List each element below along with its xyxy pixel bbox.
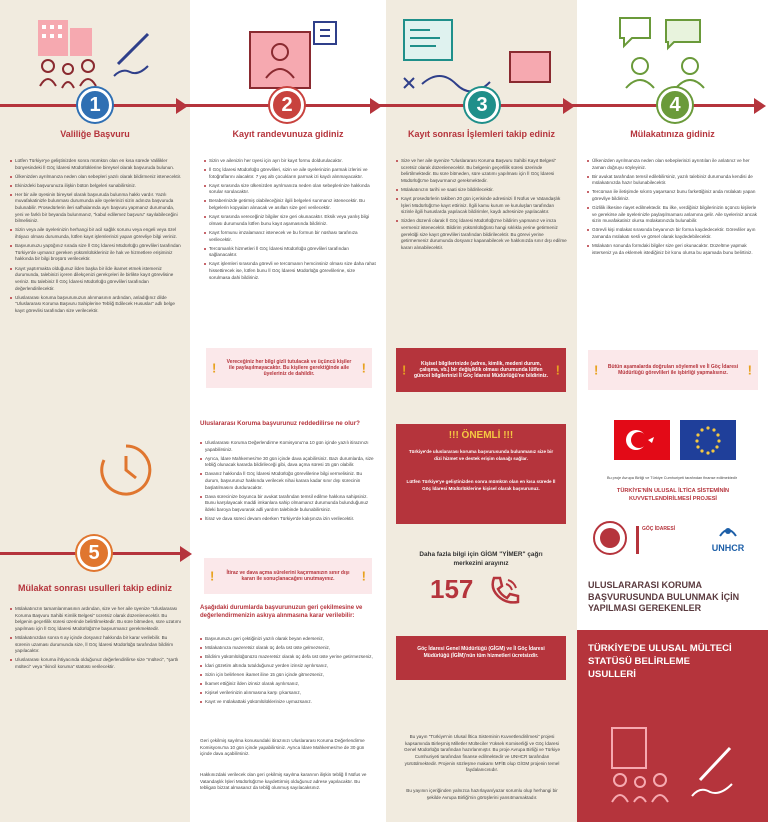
step-4-list	[587, 158, 759, 259]
step-3-title: Kayıt sonrası İşlemleri takip ediniz	[407, 129, 556, 139]
rejection-heading: Uluslararası Koruma başvurunuz reddedilirse ne olur?	[200, 420, 360, 427]
list-item: Mülakatın sonunda formdaki bilgiler size geri okunacaktır. Düzeltme yapmak isterseniz ya da eklemek istediğiniz bir konu olursa bu aşamada bunu belirtiniz.	[587, 243, 759, 256]
hotline-number[interactable]: 157	[430, 574, 474, 604]
interview-chat-icon	[610, 10, 740, 90]
important-text-2: Lütfen Türkiye'ye geliştiniz​den sonra mümkün olan en kısa sürede İl Göç İdaresi Müdürlüklerine kişisel olarak başvurunuz.	[406, 479, 556, 491]
exclamation-icon: !	[747, 362, 752, 378]
withdrawal-notice-note: Hakkınızdaki verilecek olan geri çekilmiş sayılma kararının ilişkin tebliğ İl Nüfus ve Vatandaşlık İşleri Müdürlüğü'ne kaydettirmiş olduğunuz adrese yapılacaktır. Bu tebligatı bizzat almasanız da tebliğ olunmuş sayılacaksınız.	[200, 772, 367, 791]
list-item: Kişisel verilerinizin alınmasına karşı çıkarsanız,	[200, 690, 376, 697]
cfcu-logo-icon	[592, 520, 628, 556]
list-item: Sizin için belirlenen ikamet iline 15 gün içinde gitmezseniz,	[200, 672, 376, 679]
project-text: Bu yayın "Türkiye'nin Ulusal İltica Sisteminin Kuvvetlendirilmesi" projesi kapsamında Birleşmiş Milletler Mülteciler Yüksek Komiserliği ve Göç İdaresi Genel Müdürlüğü tarafından hazırlanmıştır. Bu proje Avrupa Birliği ve Türkiye Cumhuriyeti tarafından finanse edilmektedir ve UNHCR tarafından yürütülmektedir. Projenin sözleşme makamı MFİB olup GİGM projenin temel faydalanıcısıdır.	[403, 734, 561, 773]
step-1-number: 1	[78, 88, 112, 122]
step-1-title: Valiliğe Başvuru	[60, 129, 130, 139]
project-title: TÜRKİYE'NİN ULUSAL İLTİCA SİSTEMİNİN KUVVETLENDİRİLMESİ PROJESİ	[616, 488, 730, 502]
timeline-arrow-4	[754, 98, 766, 114]
gigm-logo: GÖÇ İDARESİ	[636, 526, 680, 554]
exclamation-icon: !	[361, 360, 366, 376]
list-item: Bildirim yükümlülüğünüzü mazeretsiz olarak üç defa üst üste yerine getirmezseniz,	[200, 654, 376, 661]
timeline-arrow-5	[180, 546, 192, 562]
timeline-arrow-2	[370, 98, 382, 114]
cover-heading: ULUSLARARASI KORUMA BAŞVURUSUNDA BULUNMAK İÇİN YAPILMASI GEREKENLER	[588, 580, 740, 614]
withdrawal-heading: Aşağıdaki durumlarda başvurunuzun geri çekilmesine ve değerlendirmenizin askıya alınmasına karar verilebilir:	[200, 605, 363, 620]
step-4-title: Mülakatınıza gidiniz	[630, 129, 715, 139]
list-item: Her bir aile üyesinin bireysel olarak başvuruda bulunma hakkı vardır. Yazılı muvafakatinizle bulunması durumunda aile üyelerinizi sizin adınıza başvuruda bulunabilir. Prosedürlerin ileri safhalarında ayrı başvuru yapmanız durumunda, yeni ve farklı bir beyanda bulunmanız, "kabul edilemez başvuru" sayılabileceğini bilmelisiniz.	[10, 192, 182, 225]
exclamation-icon: !	[361, 568, 366, 584]
document-sign-icon	[400, 12, 560, 92]
free-services-text: Göç İdaresi Genel Müdürlüğü (GİGM) ve İl Göç İdaresi Müdürlüğü (İGİM)'nün tüm hizmetleri ücretsizdir.	[417, 646, 545, 660]
deadline-warning: ! İtiraz ve dava açma sürelerini kaçırmanızın sınır dışı kararı ile sonuçlanacağını unutmayınız. !	[204, 558, 372, 594]
list-item: Dava sürecinize boyunca bir avukat tarafından temsil edilme hakkına sahipsiniz. Bunu karşılayacak maddi imkanlara sahip olmamanız durumunda bulunduğunuz ildeki baroya başvurarak adli yardım talebinde bulunabilirsiniz.	[200, 494, 376, 514]
confidentiality-warning: ! Vereceğiniz her bilgi gizli tutulacak ve üçüncü kişiler ile paylaşılmayacaktır. Bu kişilere gerektiğinde aile üyeleriniz de dahildir. !	[206, 348, 372, 388]
cover-family-icon	[600, 720, 750, 810]
turkey-flag-icon	[614, 420, 670, 460]
list-item: Mülakatınızın tarihi ve saati size bildirilecektir.	[396, 187, 568, 194]
step-1-list	[10, 158, 182, 317]
list-item: Görevli kişi mülakat sırasında beyanınızı bir forma kaydedecektir. Görevliler ayın zamanda mülakatı sesli ve görsel olarak kaydedebilecektir.	[587, 227, 759, 240]
list-item: Lütfen Türkiye'ye geliştiniz​den sonra mümkün olan en kısa sürede Valilikler bünyesindeki İl Göç İdaresi Müdürlüklerine bireysel olarak başvuruda bulunun.	[10, 158, 182, 171]
list-item: Uluslararası koruma ihtiyacında olduğunuz değerlendirilirse size "mülteci", "şartlı mülteci" veya "ikincil koruma" statüsü verilecektir.	[10, 657, 182, 670]
list-item: Ülkenizden ayrılmanıza neden olan sebepleri yazılı olarak bildirmeniz istenecektir.	[10, 174, 182, 181]
list-item: Size ve her aile üyenize "Uluslararası Koruma Başvuru Sahibi Kayıt Belgesi" ücretsiz olarak düzenlenecektir. Bu belgenin geçerlilik süresi üzerinde belirtilmektedir. Bu süre bitmeden, süre uzatımı yapılması için İl Göç İdaresi Müdürlüğü'ne başvurmanız gerekmektedir.	[396, 158, 568, 185]
step-5-list	[10, 606, 182, 673]
list-item: Sizin veya aile üyelerinizin herhangi bir acil sağlık sorunu veya engeli veya özel ihtiyacı olması durumunda, lütfen kayıt işlemlerinizi yapan görevliye bilgi veriniz.	[10, 227, 182, 240]
id-card-icon	[226, 12, 356, 92]
list-item: Gizlilik ilkesine riayet edilmektedir. Bu ilke, verdiğiniz bilgilerinizin üçüncü kişilerle ve gerekirse aile üyelerinizle paylaşılmaması anlamına gelir. Aile üyeleriniz ancak sizin muvafakatiniz olursa mülakatınızda bulunabilir.	[587, 205, 759, 225]
list-item: Kayıt prosedürlerin takiben 20 gün içerisinde adresinizi İl Nüfus ve Vatandaşlık İşleri Müdürlüğü'ne kayıt ettiriniz. İlgili kamu kurum ve kuruluşları tarafından sizinle ilgili hususlarda yapılacak bildirimler, kaydı adresinize yapılacaktır.	[396, 196, 568, 216]
exclamation-icon: !	[594, 362, 599, 378]
unhcr-logo: UNHCR	[700, 522, 756, 554]
list-item: Bir avukat tarafından temsil edilebilirsiniz, yazılı talebiniz durumunda kendisi de mülakatınızda hazır bulunabilecektir.	[587, 174, 759, 187]
step-3-list	[396, 158, 568, 254]
list-item: Kayıt sırasında vereceğiniz bilgiler size geri okunacaktır. Eksik veya yanlış bilgi olması durumunda lütfen bunu kayıt aşamasında bildiriniz.	[204, 214, 376, 227]
list-item: Mülakatınıza mazeretsiz olarak üç defa üst üste gelmezseniz,	[200, 645, 376, 652]
list-item: İl Göç İdaresi Müdürlüğü görevlileri, sizin ve aile üyelerinizin parmak izlerini ve fotoğraflarını alacaktır. 7 yaş altı çocukların parmak izi kaydı alınmayacaktır.	[204, 167, 376, 180]
update-info-warning: ! Kişisel bilgilerinizde (adres, kimlik, medeni durum, çalışma, vb.) bir değişiklik olması durumunda lütfen güncel bilgilerinizi İl Göç İdaresi Müdürlüğü'ne bildiriniz. !	[396, 348, 566, 392]
exclamation-icon: !	[210, 568, 215, 584]
eu-flag-icon	[680, 420, 736, 460]
phone-icon	[486, 574, 522, 606]
step-2-list	[204, 158, 376, 284]
cover-title: TÜRKİYE'DE ULUSAL MÜLTECİ STATÜSÜ BELİRLEME USULLERİ	[588, 643, 732, 680]
list-item: İkamet ettiğiniz ilden izinsiz olarak ayrılırsanız,	[200, 681, 376, 688]
list-item: Kayıt işlemleri sırasında görevli ve tercümanın hemcinsiniz olması size daha rahat hissettirecek ise, lütfen bunu İl Göç İdaresi Müdürlüğü görevlilerine, size sorulmasa dahi bildiriniz.	[204, 261, 376, 281]
step-5-number: 5	[77, 536, 111, 570]
step-3-number: 3	[465, 88, 499, 122]
list-item: Mülakatınızın tamamlanmasının ardından, size ve her aile üyenize "Uluslararası Koruma Başvuru Sahibi Kimlik Belgesi" ücretsiz olarak düzenlenecektir. Bu belgenin geçerlilik süresi üzerinde belirtilmektedir. Bu süre bitmeden, süre uzatımı yapılması için İl Göç İdaresi Müdürlüğü'ne başvurmanız gerekmektedir.	[10, 606, 182, 633]
exclamation-icon: !	[402, 362, 407, 378]
list-item: İdari gözetim altında tutulduğunuz yerden izinsiz ayrılırsanız,	[200, 663, 376, 670]
unhcr-emblem-icon	[716, 522, 740, 538]
truthfulness-warning: ! Bütün aşamalarda doğruları söylemeli ve İl Göç İdaresi Müdürlüğü görevlileri ile işbirliği yapmalısınız. !	[588, 350, 758, 390]
exclamation-icon: !	[555, 362, 560, 378]
hotline-text: Daha fazla bilgi için GİGM "YİMER" çağrı merkezini arayınız	[419, 551, 543, 568]
list-item: Tercümanlık hizmetleri İl Göç İdaresi Müdürlüğü görevlileri tarafından sağlanacaktır.	[204, 246, 376, 259]
list-item: Kayıt yaptırmakta olduğunuz ilden başka bir ilde ikamet etmek istemeniz durumunda, talebinizi içeren dilekçenizi gerekçeleri ile birlikte kayıt görevlisine veriniz. Bu talebiniz İl Göç İdaresi Müdürlüğü görevlileri tarafından değerlendirilecektir.	[10, 266, 182, 293]
list-item: Sizden düzenli olarak İl Göç İdaresi Müdürlüğü'ne bildirim yapmanız ve imza vermeniz istenecektir. Bildirim yükümlülüğünü hangi sıklıkla yerine getirmeniz gerektiği size kayıt görevlileri tarafından bildirilecektir. Bu görevi yerine getirmemeniz durumunda dosyanız kapanabilecek ve hakkınızda sınır dışı edilme kararı alınabilecektir.	[396, 218, 568, 251]
exclamation-icon: !	[212, 360, 217, 376]
funding-caption: Bu proje Avrupa Birliği ve Türkiye Cumhuriyeti tarafından finanse edilmektedir	[606, 476, 738, 480]
list-item: Sizin ve ailenizin her üyesi için ayrı bir kayıt formu doldurulacaktır.	[204, 158, 376, 165]
family-building-icon	[18, 14, 168, 94]
step-2-number: 2	[270, 88, 304, 122]
list-item: Tercüman ile iletişimde sıkıntı yaşarsanız bunu farkettiğiniz anda mülakatı yapan görevliye bildiriniz.	[587, 189, 759, 202]
list-item: Uluslararası Koruma Değerlendirme Komisyonu'na 10 gün içinde yazılı itirazınızı yapabilirsiniz.	[200, 440, 376, 453]
list-item: Davanız hakkında İl Göç İdaresi Müdürlüğü görevlilerine bilgi vermelisiniz. Bu durum, başvurunuz hakkında verilecek nihai karara kadar sınır dışı sürecinin başlatılmasını durduracaktır.	[200, 471, 376, 491]
list-item: Uluslararası koruma başvurunuzun alınmasının ardından, anladığınız dilde "Uluslararası Koruma Başvuru Sahiplerine Tebliğ Edilecek Hususlar" adlı belge kayıt görevlisi tarafından size verilecektir.	[10, 295, 182, 315]
list-item: Kayıt ve mülakattaki yükümlülüklerinize uymazsanız.	[200, 699, 376, 706]
withdrawal-appeal-note: Geri çekilmiş sayılma konusundaki itirazınızı Uluslararası Koruma Değerlendirme Komisyonu'na 10 gün içinde yapabilirsiniz. Ayrıca İdare Mahkemesi'ne de 30 gün içinde dava açabilirsiniz.	[200, 738, 365, 757]
list-item: Başvurunuzu geri çektiğinizi yazılı olarak beyan ederseniz,	[200, 636, 376, 643]
list-item: Kayıt sırasında size ülkenizden ayrılmanıza neden olan sebeplerinize hakkında sorular sorulacaktır.	[204, 183, 376, 196]
step-4-number: 4	[658, 88, 692, 122]
disclaimer-text: Bu yayının içeriğinden yalnızca hazırlayan/yazar sorumlu olup herhangi bir şekilde Avrupa Birliği'nin görüşlerini yansıtmamaktadır.	[406, 788, 558, 800]
important-text-1: Türkiye'de uluslararası koruma başvurusunda bulunmanız size bir dizi hizmet ve destek erişim olanağı sağlar.	[408, 449, 554, 461]
list-item: İtiraz ve dava süreci devam ederken Türkiye'de kalışınıza izin verilecektir.	[200, 516, 376, 523]
step-5-title: Mülakat sonrası usulleri takip ediniz	[17, 583, 173, 593]
important-title: !!! ÖNEMLİ !!!	[448, 430, 514, 441]
timeline-arrow-3	[563, 98, 575, 114]
list-item: Ülkenizden ayrılmanıza neden olan sebeplerinizi ayrıntıları ile anlatınız ve her zaman doğruyu söyleyiniz.	[587, 158, 759, 171]
step-2-title: Kayıt randevunuza gidiniz	[232, 129, 344, 139]
list-item: Kayıt formunu imzalamanız istenecek ve bu formun bir nüshası tarafınıza verilecektir.	[204, 230, 376, 243]
list-item: Başvurunuzu yaptığınız sırada size İl Göç İdaresi Müdürlüğü görevlileri tarafından Türkiye'de uymanız gereken yükümlülükleriniz ile hak ve hizmetlere erişiminiz hakkında bir bilgi broşürü verilecektir.	[10, 243, 182, 263]
list-item: Ayrıca, İdare Mahkemesi'ne 30 gün içinde dava açabilirsiniz. Bazı durumlarda, size tebliğ olunacak kararda bildirileceği gibi, dava açma süresi 15 gün olabilir.	[200, 456, 376, 469]
withdrawal-list	[200, 636, 376, 708]
list-item: Beraberinizde getirmiş olabileceğiniz ilgili belgeleri sunmanız istenecektir. Bu belgelerin kopyaları alınacak ve asılları size geri verilecektir.	[204, 198, 376, 211]
rejection-list	[200, 440, 376, 525]
list-item: Mülakatınızdan sonra 6 ay içinde dosyanız hakkında bir karar verilebilir. Bu sürenin uzaması durumunda size, İl Göç İdaresi Müdürlüğü tarafından bildirim yapılacaktır.	[10, 635, 182, 655]
list-item: Ekinizdeki başvurunuza ilişkin bütün belgeleri sunabilirsiniz.	[10, 183, 182, 190]
timeline-arrow-1	[176, 98, 188, 114]
clock-icon	[96, 440, 156, 500]
